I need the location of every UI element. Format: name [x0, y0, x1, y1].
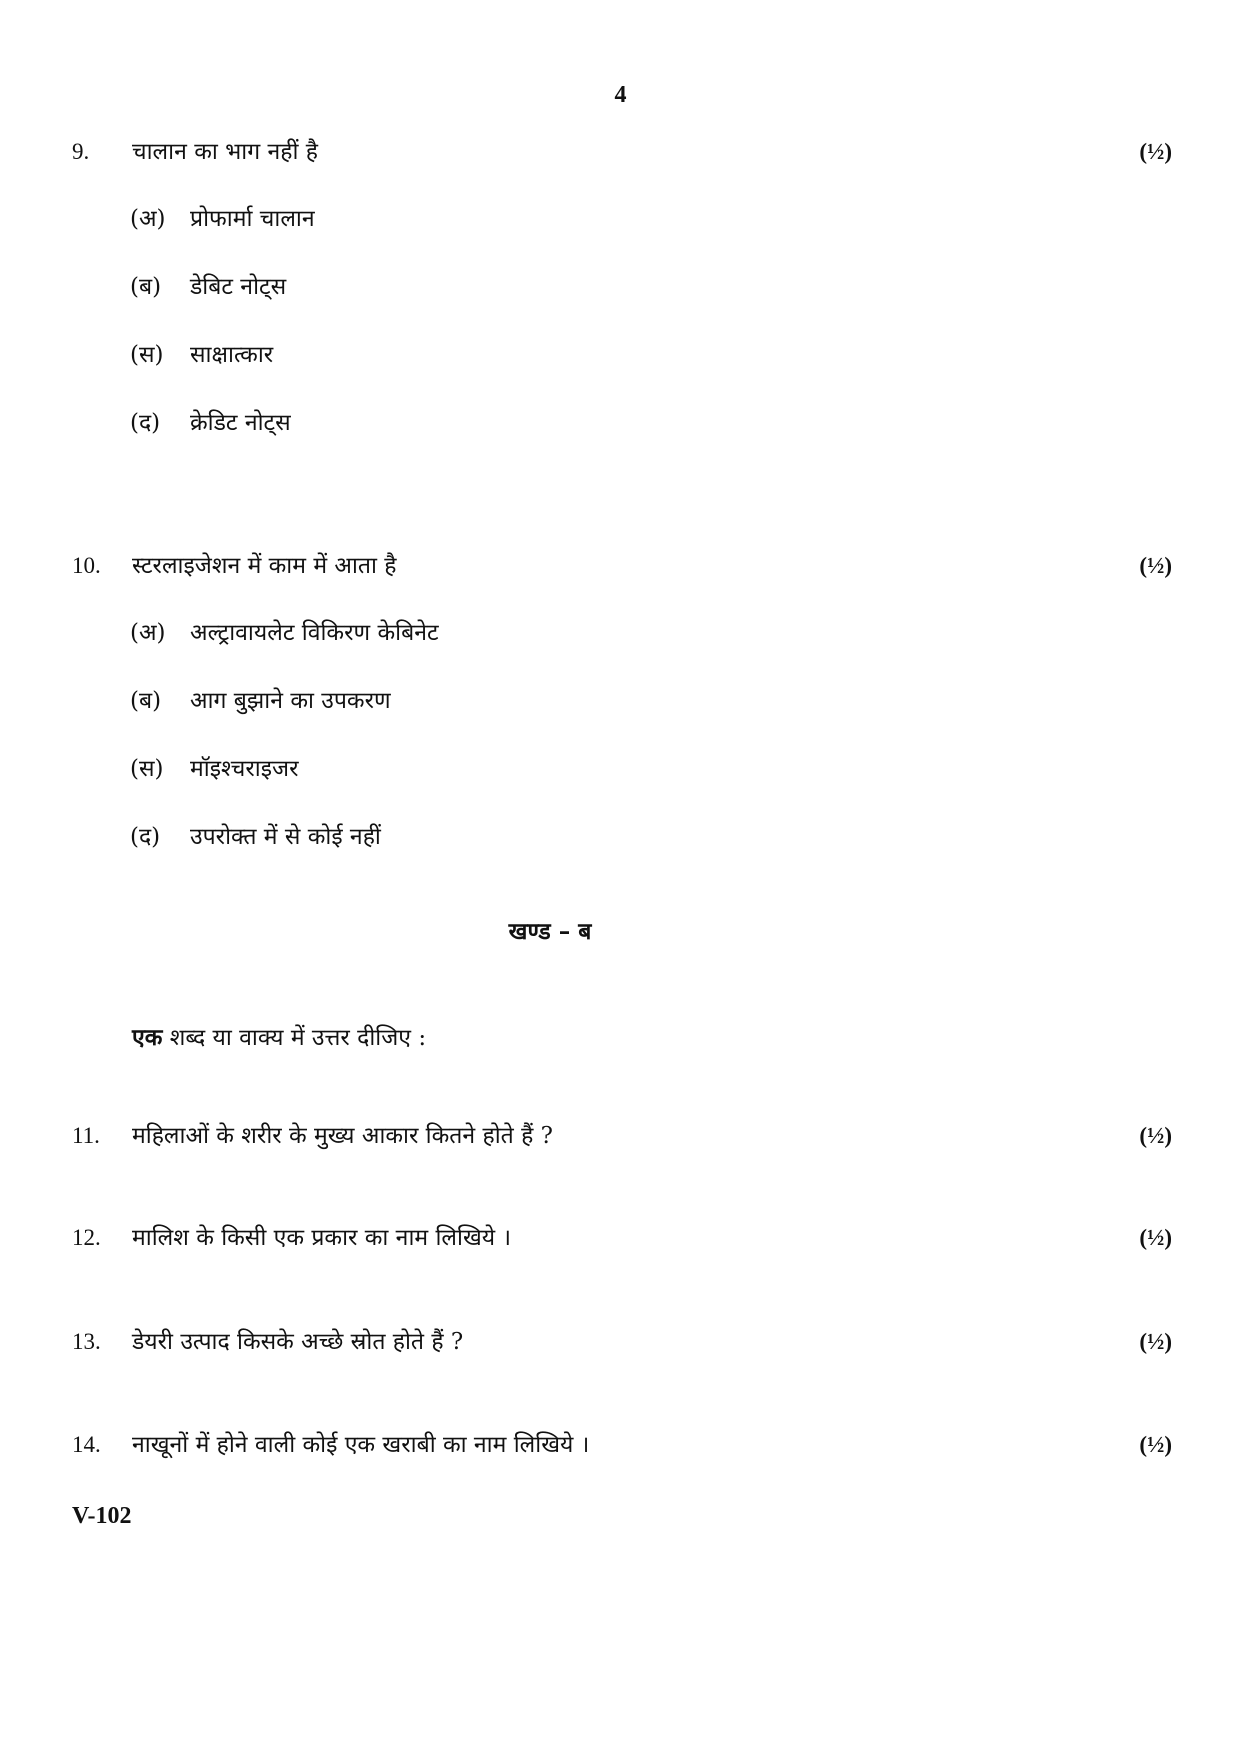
instruction-emphasis: एक: [132, 1024, 163, 1051]
question-9: [72, 132, 1172, 172]
question-11-text: महिलाओं के शरीर के मुख्य आकार कितने होते हैं ?: [132, 1123, 553, 1149]
paper-code: V-102: [72, 1503, 132, 1529]
option-text: साक्षात्कार: [190, 342, 274, 368]
question-9-number: 9.: [72, 139, 90, 164]
question-13-number: 13.: [72, 1329, 101, 1354]
question-9-text: चालान का भाग नहीं है: [132, 139, 318, 165]
section-instruction: [132, 1018, 426, 1058]
option-label: (अ): [130, 206, 166, 232]
question-13-marks: (½): [1139, 1329, 1172, 1354]
option-text: क्रेडिट नोट्स: [190, 410, 291, 436]
question-10-text: स्टरलाइजेशन में काम में आता है: [132, 553, 397, 579]
section-title: खण्ड – ब: [508, 918, 592, 945]
option-label: (अ): [130, 620, 166, 646]
question-14-marks: (½): [1139, 1432, 1172, 1457]
question-10-option-a: [130, 613, 439, 653]
question-10-number: 10.: [72, 553, 101, 578]
question-9-option-b: [130, 267, 286, 307]
option-text: डेबिट नोट्स: [190, 274, 287, 300]
question-10-option-d: [130, 817, 381, 857]
instruction-text: शब्द या वाक्य में उत्तर दीजिए :: [162, 1025, 427, 1051]
option-label: (ब): [130, 688, 162, 714]
question-14: [72, 1425, 1172, 1465]
option-text: आग बुझाने का उपकरण: [190, 688, 391, 714]
option-text: मॉइश्चराइजर: [190, 756, 299, 782]
question-14-text: नाखूनों में होने वाली कोई एक खराबी का नाम लिखिये ।: [132, 1432, 590, 1458]
option-label: (स): [130, 756, 164, 782]
question-9-option-a: [130, 199, 315, 239]
option-label: (स): [130, 342, 164, 368]
question-14-number: 14.: [72, 1432, 101, 1457]
question-9-marks: (½): [1139, 139, 1172, 164]
option-label: (द): [130, 410, 161, 436]
option-text: अल्ट्रावायलेट विकिरण केबिनेट: [190, 620, 439, 646]
question-10-option-c: [130, 749, 299, 789]
option-text: उपरोक्त में से कोई नहीं: [190, 824, 381, 850]
question-11-number: 11.: [72, 1123, 100, 1148]
question-11: [72, 1116, 1172, 1156]
question-10-option-b: [130, 681, 391, 721]
question-13: [72, 1322, 1172, 1362]
page-number: 4: [614, 82, 627, 108]
question-12-marks: (½): [1139, 1225, 1172, 1250]
question-10: [72, 546, 1172, 586]
option-label: (ब): [130, 274, 162, 300]
option-text: प्रोफार्मा चालान: [190, 206, 315, 232]
question-13-text: डेयरी उत्पाद किसके अच्छे स्रोत होते हैं ?: [132, 1329, 464, 1355]
option-label: (द): [130, 824, 161, 850]
question-11-marks: (½): [1139, 1123, 1172, 1148]
question-9-option-d: [130, 403, 291, 443]
question-12-number: 12.: [72, 1225, 101, 1250]
question-9-option-c: [130, 335, 273, 375]
question-12: [72, 1218, 1172, 1258]
question-10-marks: (½): [1139, 553, 1172, 578]
question-12-text: मालिश के किसी एक प्रकार का नाम लिखिये ।: [132, 1225, 512, 1251]
